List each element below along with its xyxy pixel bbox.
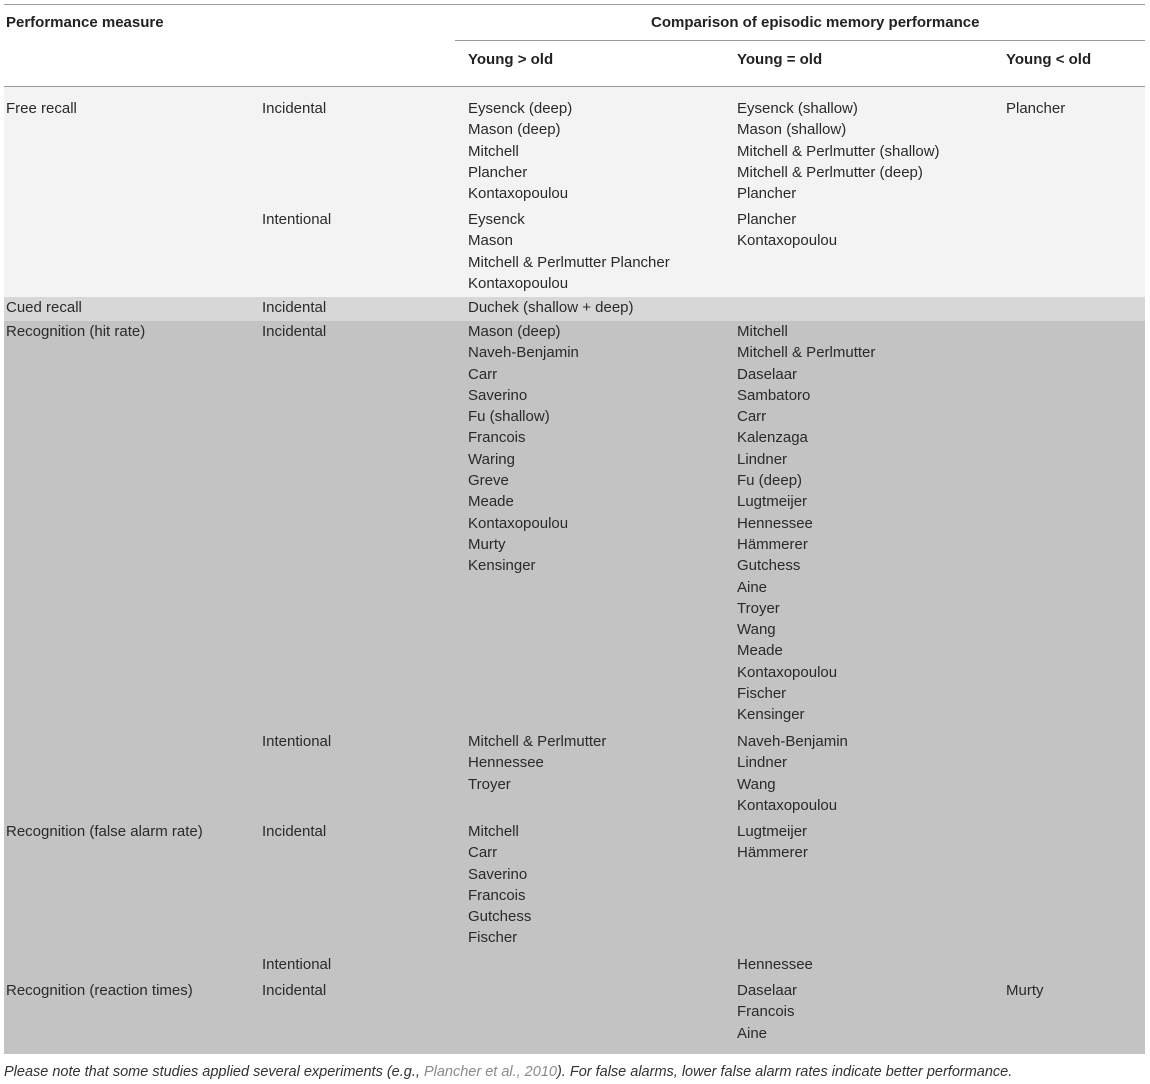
study-entry: Kensinger — [737, 706, 805, 724]
study-entry: Fu (shallow) — [468, 408, 550, 426]
study-entry: Kalenzaga — [737, 429, 808, 447]
study-entry: Fischer — [737, 685, 787, 703]
cell-young-lt-old — [1006, 980, 1044, 1001]
cell-performance-measure — [6, 980, 193, 1001]
study-entry: Sambatoro — [737, 386, 811, 404]
cell-encoding-condition-text: Intentional — [262, 211, 332, 228]
study-entry: Greve — [468, 472, 509, 490]
study-entry: Lugtmeijer — [737, 493, 808, 511]
header-comparison: Comparison of episodic memory performance — [651, 14, 980, 31]
cell-young-gt-old — [468, 731, 606, 795]
study-entry: Aine — [737, 1024, 768, 1042]
study-entry: Wang — [737, 775, 776, 793]
study-entry: Fischer — [468, 929, 518, 947]
cell-young-eq-old — [737, 321, 875, 726]
study-entry: Kontaxopoulou — [737, 796, 838, 814]
study-entry: Carr — [737, 408, 767, 426]
study-entry: Naveh-Benjamin — [468, 344, 579, 362]
study-entry: Murty — [468, 535, 506, 553]
header-young-gt-old: Young > old — [468, 51, 554, 68]
header-young-lt-old: Young < old — [1006, 51, 1092, 68]
cell-performance-measure-text: Recognition (false alarm rate) — [6, 823, 203, 840]
cell-encoding-condition-text: Incidental — [262, 100, 327, 117]
study-entry: Carr — [468, 844, 498, 862]
cell-young-gt-old — [468, 209, 670, 294]
cell-performance-measure-text: Cued recall — [6, 299, 82, 316]
cell-encoding-condition — [262, 731, 331, 752]
cell-young-eq-old — [737, 954, 813, 975]
study-entry: Mitchell — [737, 323, 788, 340]
header-young-eq-old: Young = old — [737, 51, 823, 68]
cell-encoding-condition — [262, 209, 331, 230]
study-entry: Naveh-Benjamin — [737, 733, 848, 750]
study-entry: Duchek (shallow + deep) — [468, 299, 634, 316]
study-entry: Eysenck (shallow) — [737, 100, 858, 117]
study-entry: Wang — [737, 621, 776, 639]
study-entry: Mason (shallow) — [737, 121, 847, 139]
study-entry: Kontaxopoulou — [468, 274, 569, 292]
cell-encoding-condition-text: Intentional — [262, 733, 332, 750]
cell-performance-measure — [6, 98, 77, 119]
study-entry: Hennessee — [468, 754, 544, 772]
study-entry: Hennessee — [737, 514, 813, 532]
study-entry: Lindner — [737, 754, 788, 772]
cell-young-lt-old — [1006, 98, 1065, 119]
study-entry: Mitchell & Perlmutter (shallow) — [737, 142, 940, 160]
study-entry: Saverino — [468, 865, 528, 883]
study-entry: Kensinger — [468, 557, 536, 575]
study-entry: Daselaar — [737, 982, 798, 999]
study-entry: Lugtmeijer — [737, 823, 808, 840]
study-entry: Saverino — [468, 386, 528, 404]
cell-encoding-condition — [262, 321, 326, 342]
study-entry: Kontaxopoulou — [468, 514, 569, 532]
study-entry: Gutchess — [468, 908, 532, 926]
study-entry: Kontaxopoulou — [737, 663, 838, 681]
study-entry: Murty — [1006, 982, 1044, 999]
study-entry: Mitchell & Perlmutter — [468, 733, 607, 750]
study-entry: Kontaxopoulou — [737, 232, 838, 250]
cell-encoding-condition — [262, 821, 326, 842]
study-entry: Mitchell & Perlmutter — [737, 344, 876, 362]
study-entry: Plancher — [737, 185, 797, 203]
cell-young-gt-old — [468, 321, 579, 577]
header-performance-measure: Performance measure — [6, 14, 164, 31]
study-entry: Plancher — [737, 211, 797, 228]
cell-encoding-condition-text: Intentional — [262, 956, 332, 973]
study-entry: Francois — [468, 429, 526, 447]
cell-encoding-condition-text: Incidental — [262, 323, 327, 340]
study-entry: Aine — [737, 578, 768, 596]
cell-encoding-condition-text: Incidental — [262, 299, 327, 316]
study-entry: Mason (deep) — [468, 323, 561, 340]
study-entry: Hämmerer — [737, 535, 808, 553]
study-entry: Waring — [468, 450, 515, 468]
study-entry: Mason — [468, 232, 514, 250]
study-entry: Troyer — [468, 775, 511, 793]
study-entry: Mitchell — [468, 142, 519, 160]
study-entry: Meade — [737, 642, 783, 660]
study-entry: Mason (deep) — [468, 121, 561, 139]
study-entry: Eysenck (deep) — [468, 100, 573, 117]
cell-performance-measure-text: Free recall — [6, 100, 77, 117]
cell-encoding-condition — [262, 980, 326, 1001]
study-entry: Gutchess — [737, 557, 801, 575]
study-entry: Mitchell & Perlmutter (deep) — [737, 163, 923, 181]
study-entry: Lindner — [737, 450, 788, 468]
cell-young-eq-old — [737, 98, 940, 204]
study-entry: Mitchell — [468, 823, 519, 840]
cell-young-gt-old — [468, 821, 531, 949]
study-entry: Plancher — [1006, 100, 1066, 117]
study-entry: Meade — [468, 493, 514, 511]
study-entry: Francois — [468, 886, 526, 904]
cell-young-eq-old — [737, 731, 848, 816]
cell-young-eq-old — [737, 209, 837, 252]
study-entry: Fu (deep) — [737, 472, 803, 490]
table-footnote — [4, 1064, 1012, 1080]
cell-performance-measure-text: Recognition (reaction times) — [6, 982, 193, 999]
cell-performance-measure — [6, 321, 145, 342]
cell-encoding-condition — [262, 98, 326, 119]
footnote-suffix: ). For false alarms, lower false alarm rates indicate better performance. — [556, 1064, 1013, 1080]
cell-performance-measure — [6, 297, 82, 318]
study-entry: Hämmerer — [737, 844, 808, 862]
study-entry: Mitchell & Perlmutter Plancher — [468, 253, 670, 271]
study-entry: Eysenck — [468, 211, 525, 228]
top-rule — [4, 4, 1145, 5]
study-entry: Daselaar — [737, 365, 798, 383]
footnote-prefix: Please note that some studies applied several experiments (e.g., — [4, 1064, 424, 1080]
footnote-citation-link[interactable]: Plancher et al., 2010 — [423, 1064, 557, 1080]
cell-young-eq-old — [737, 980, 797, 1044]
cell-encoding-condition-text: Incidental — [262, 982, 327, 999]
study-entry: Troyer — [737, 599, 780, 617]
study-entry: Kontaxopoulou — [468, 185, 569, 203]
subheader-rule — [455, 40, 1145, 41]
study-entry: Francois — [737, 1003, 795, 1021]
cell-young-gt-old — [468, 297, 634, 318]
study-entry: Carr — [468, 365, 498, 383]
cell-performance-measure-text: Recognition (hit rate) — [6, 323, 146, 340]
study-entry: Plancher — [468, 163, 528, 181]
study-entry: Hennessee — [737, 956, 813, 973]
cell-encoding-condition — [262, 297, 326, 318]
cell-encoding-condition — [262, 954, 331, 975]
cell-encoding-condition-text: Incidental — [262, 823, 327, 840]
cell-performance-measure — [6, 821, 203, 842]
cell-young-gt-old — [468, 98, 572, 204]
cell-young-eq-old — [737, 821, 808, 864]
